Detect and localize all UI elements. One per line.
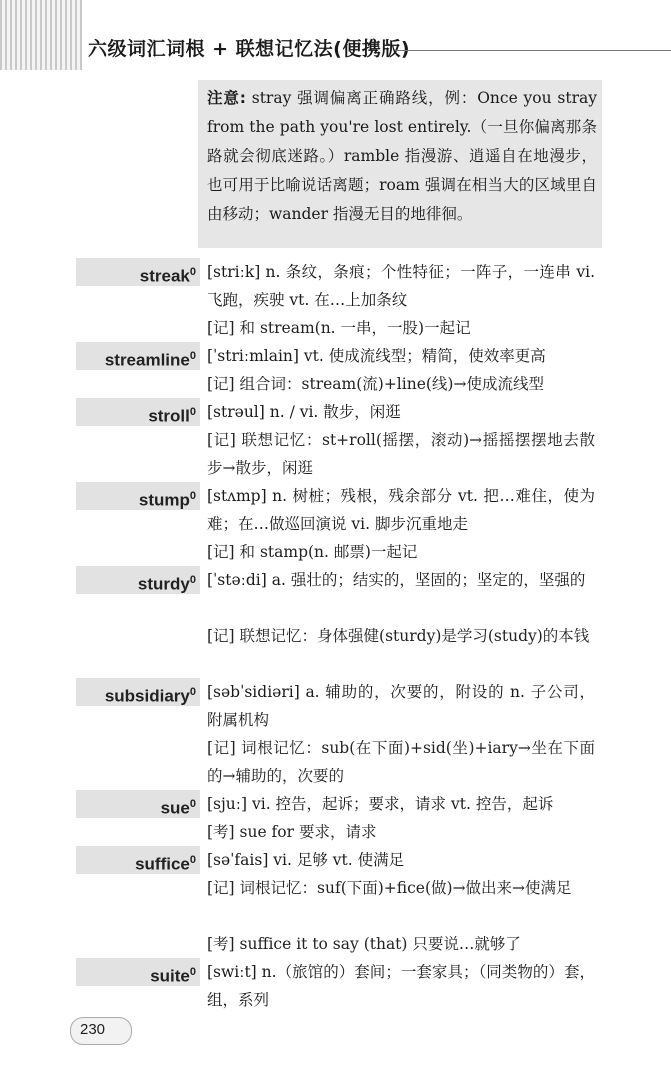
entry-stroll-definition: [strəul] n. / vi. 散步，闲逛 bbox=[207, 403, 401, 421]
entry-streak-note: [记] 和 stream(n. 一串，一股)一起记 bbox=[207, 319, 471, 337]
entry-stump-note: [记] 和 stamp(n. 邮票)一起记 bbox=[207, 543, 418, 561]
entry-sturdy-note: [记] 联想记忆：身体强健(sturdy)是学习(study)的本钱 bbox=[207, 627, 590, 645]
entry-sturdy-definition: [ˈstəːdi] a. 强壮的；结实的，坚固的；坚定的，坚强的 bbox=[207, 571, 586, 589]
entry-subsidiary-note: [记] 词根记忆：sub(在下面)+sid(坐)+iary→坐在下面的→辅助的，次要的 bbox=[207, 739, 595, 785]
header-rule bbox=[395, 50, 671, 51]
entry-streak-definition: [striːk] n. 条纹，条痕；个性特征；一阵子，一连串 vi. 飞跑，疾驶 vt. 在…上加条纹 bbox=[207, 263, 595, 309]
entry-streamline-definition: [ˈstriːmlain] vt. 使成流线型；精简，使效率更高 bbox=[207, 347, 546, 365]
entry-subsidiary-definition: [səbˈsidiəri] a. 辅助的，次要的，附设的 n. 子公司，附属机构 bbox=[207, 683, 595, 729]
notice-label: 注意: bbox=[207, 89, 246, 107]
entry-suffice-exam-note: [考] suffice it to say (that) 只要说…就够了 bbox=[207, 935, 521, 953]
headword-streamline: streamline$^0$ bbox=[76, 342, 200, 370]
headword-suite: suite$^0$ bbox=[76, 958, 200, 986]
entry-sue-definition: [sjuː] vi. 控告，起诉；要求，请求 vt. 控告，起诉 bbox=[207, 795, 554, 813]
notice-text-block bbox=[207, 84, 597, 229]
entry-streamline-note: [记] 组合词：stream(流)+line(线)→使成流线型 bbox=[207, 375, 544, 393]
running-header: 六级词汇词根 + 联想记忆法(便携版) bbox=[88, 38, 411, 60]
headword-sue: sue$^0$ bbox=[76, 790, 200, 818]
entry-stroll-note: [记] 联想记忆：st+roll(摇摆，滚动)→摇摇摆摆地去散步→散步，闲逛 bbox=[207, 431, 595, 477]
headword-stump: stump$^0$ bbox=[76, 482, 200, 510]
entry-stump-definition: [stʌmp] n. 树桩；残根，残余部分 vt. 把…难住，使为难；在…做巡回演说 vi. 脚步沉重地走 bbox=[207, 487, 595, 533]
book-spine-decoration bbox=[0, 0, 82, 70]
notice-body: stray 强调偏离正确路线，例：Once you stray from the path you're lost entirely.（一旦你偏离那条路就会彻底迷路。）ramble 指漫游、逍遥自在地漫步，也可用于比喻说话离题；roam 强调在相当大的区域里自由移动；wander 指漫无目的地徘徊。 bbox=[207, 89, 597, 223]
headword-suffice: suffice$^0$ bbox=[76, 846, 200, 874]
entry-suffice-note: [记] 词根记忆：suf(下面)+fice(做)→做出来→使满足 bbox=[207, 879, 572, 897]
entry-suite-definition: [swiːt] n.（旅馆的）套间；一套家具；（同类物的）套，组，系列 bbox=[207, 963, 595, 1009]
headword-subsidiary: subsidiary$^0$ bbox=[76, 678, 200, 706]
headword-streak: streak$^0$ bbox=[76, 258, 200, 286]
page-number: 230 bbox=[80, 1021, 106, 1038]
entry-sue-note: [考] sue for 要求，请求 bbox=[207, 823, 377, 841]
headword-stroll: stroll$^0$ bbox=[76, 398, 200, 426]
headword-sturdy: sturdy$^0$ bbox=[76, 566, 200, 594]
entry-suffice-definition: [səˈfais] vi. 足够 vt. 使满足 bbox=[207, 851, 405, 869]
